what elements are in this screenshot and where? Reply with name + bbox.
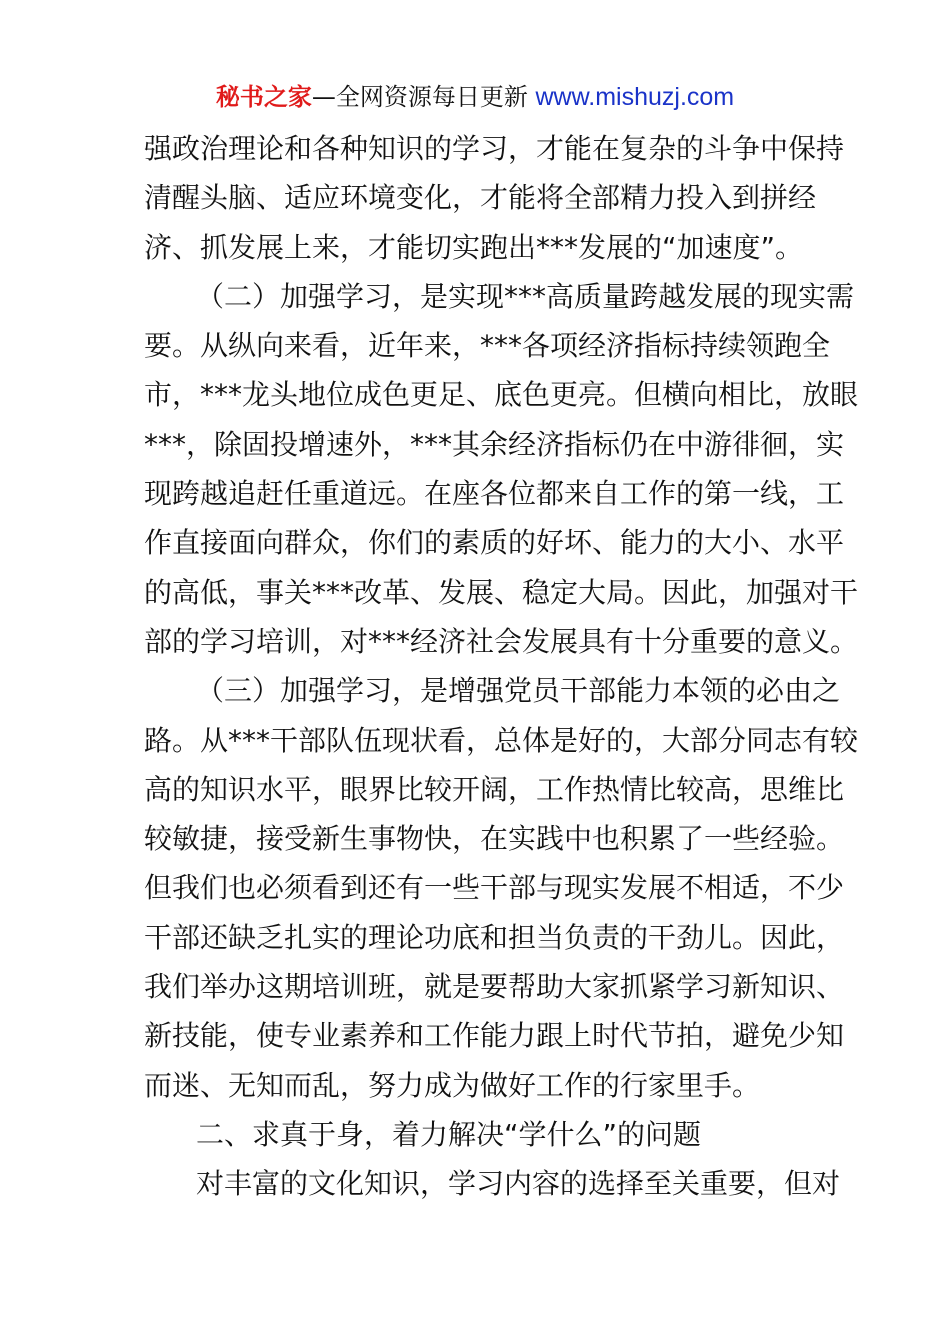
text-line: ***，除固投增速外，***其余经济指标仍在中游徘徊，实 [144, 427, 845, 461]
brand-name: 秘书之家 [215, 83, 312, 111]
document-body [144, 124, 859, 1209]
text-line: 市，***龙头地位成色更足、底色更亮。但横向相比，放眼 [144, 378, 859, 412]
text-line: （三）加强学习，是增强党员干部能力本领的必由之 [196, 674, 841, 708]
text-line: 强政治理论和各种知识的学习，才能在复杂的斗争中保持 [144, 132, 845, 165]
text-line: 干部还缺乏扎实的理论功底和担当负责的干劲儿。因此， [144, 920, 845, 954]
text-line: 新技能，使专业素养和工作能力跟上时代节拍，避免少知 [144, 1019, 845, 1053]
text-line: 对丰富的文化知识，学习内容的选择至关重要，但对 [196, 1167, 841, 1201]
text-line: 二、求真于身，着力解决“学什么”的问题 [196, 1117, 702, 1151]
text-line: 现跨越追赶任重道远。在座各位都来自工作的第一线，工 [144, 477, 845, 511]
text-line: 高的知识水平，眼界比较开阔，工作热情比较高，思维比 [144, 772, 845, 806]
text-line: 路。从***干部队伍现状看，总体是好的，大部分同志有较 [144, 723, 859, 757]
site-tagline: —全网资源每日更新 [311, 83, 536, 111]
site-header [0, 80, 950, 114]
text-line: 要。从纵向来看，近年来，***各项经济指标持续领跑全 [144, 329, 831, 363]
site-url-link[interactable]: www.mishuzj.com [535, 83, 735, 111]
text-line: 清醒头脑、适应环境变化，才能将全部精力投入到拼经 [144, 181, 817, 215]
text-line: 但我们也必须看到还有一些干部与现实发展不相适，不少 [144, 871, 845, 905]
text-line: 济、抓发展上来，才能切实跑出***发展的“加速度”。 [144, 230, 804, 264]
text-line: 部的学习培训，对***经济社会发展具有十分重要的意义。 [144, 624, 859, 658]
text-line: 作直接面向群众，你们的素质的好坏、能力的大小、水平 [144, 526, 845, 560]
text-line: 较敏捷，接受新生事物快，在实践中也积累了一些经验。 [144, 822, 845, 856]
text-line: 我们举办这期培训班，就是要帮助大家抓紧学习新知识、 [144, 970, 845, 1004]
text-line: （二）加强学习，是实现***高质量跨越发展的现实需 [196, 279, 855, 313]
text-line: 而迷、无知而乱，努力成为做好工作的行家里手。 [144, 1068, 761, 1102]
text-line: 的高低，事关***改革、发展、稳定大局。因此，加强对干 [144, 575, 859, 609]
